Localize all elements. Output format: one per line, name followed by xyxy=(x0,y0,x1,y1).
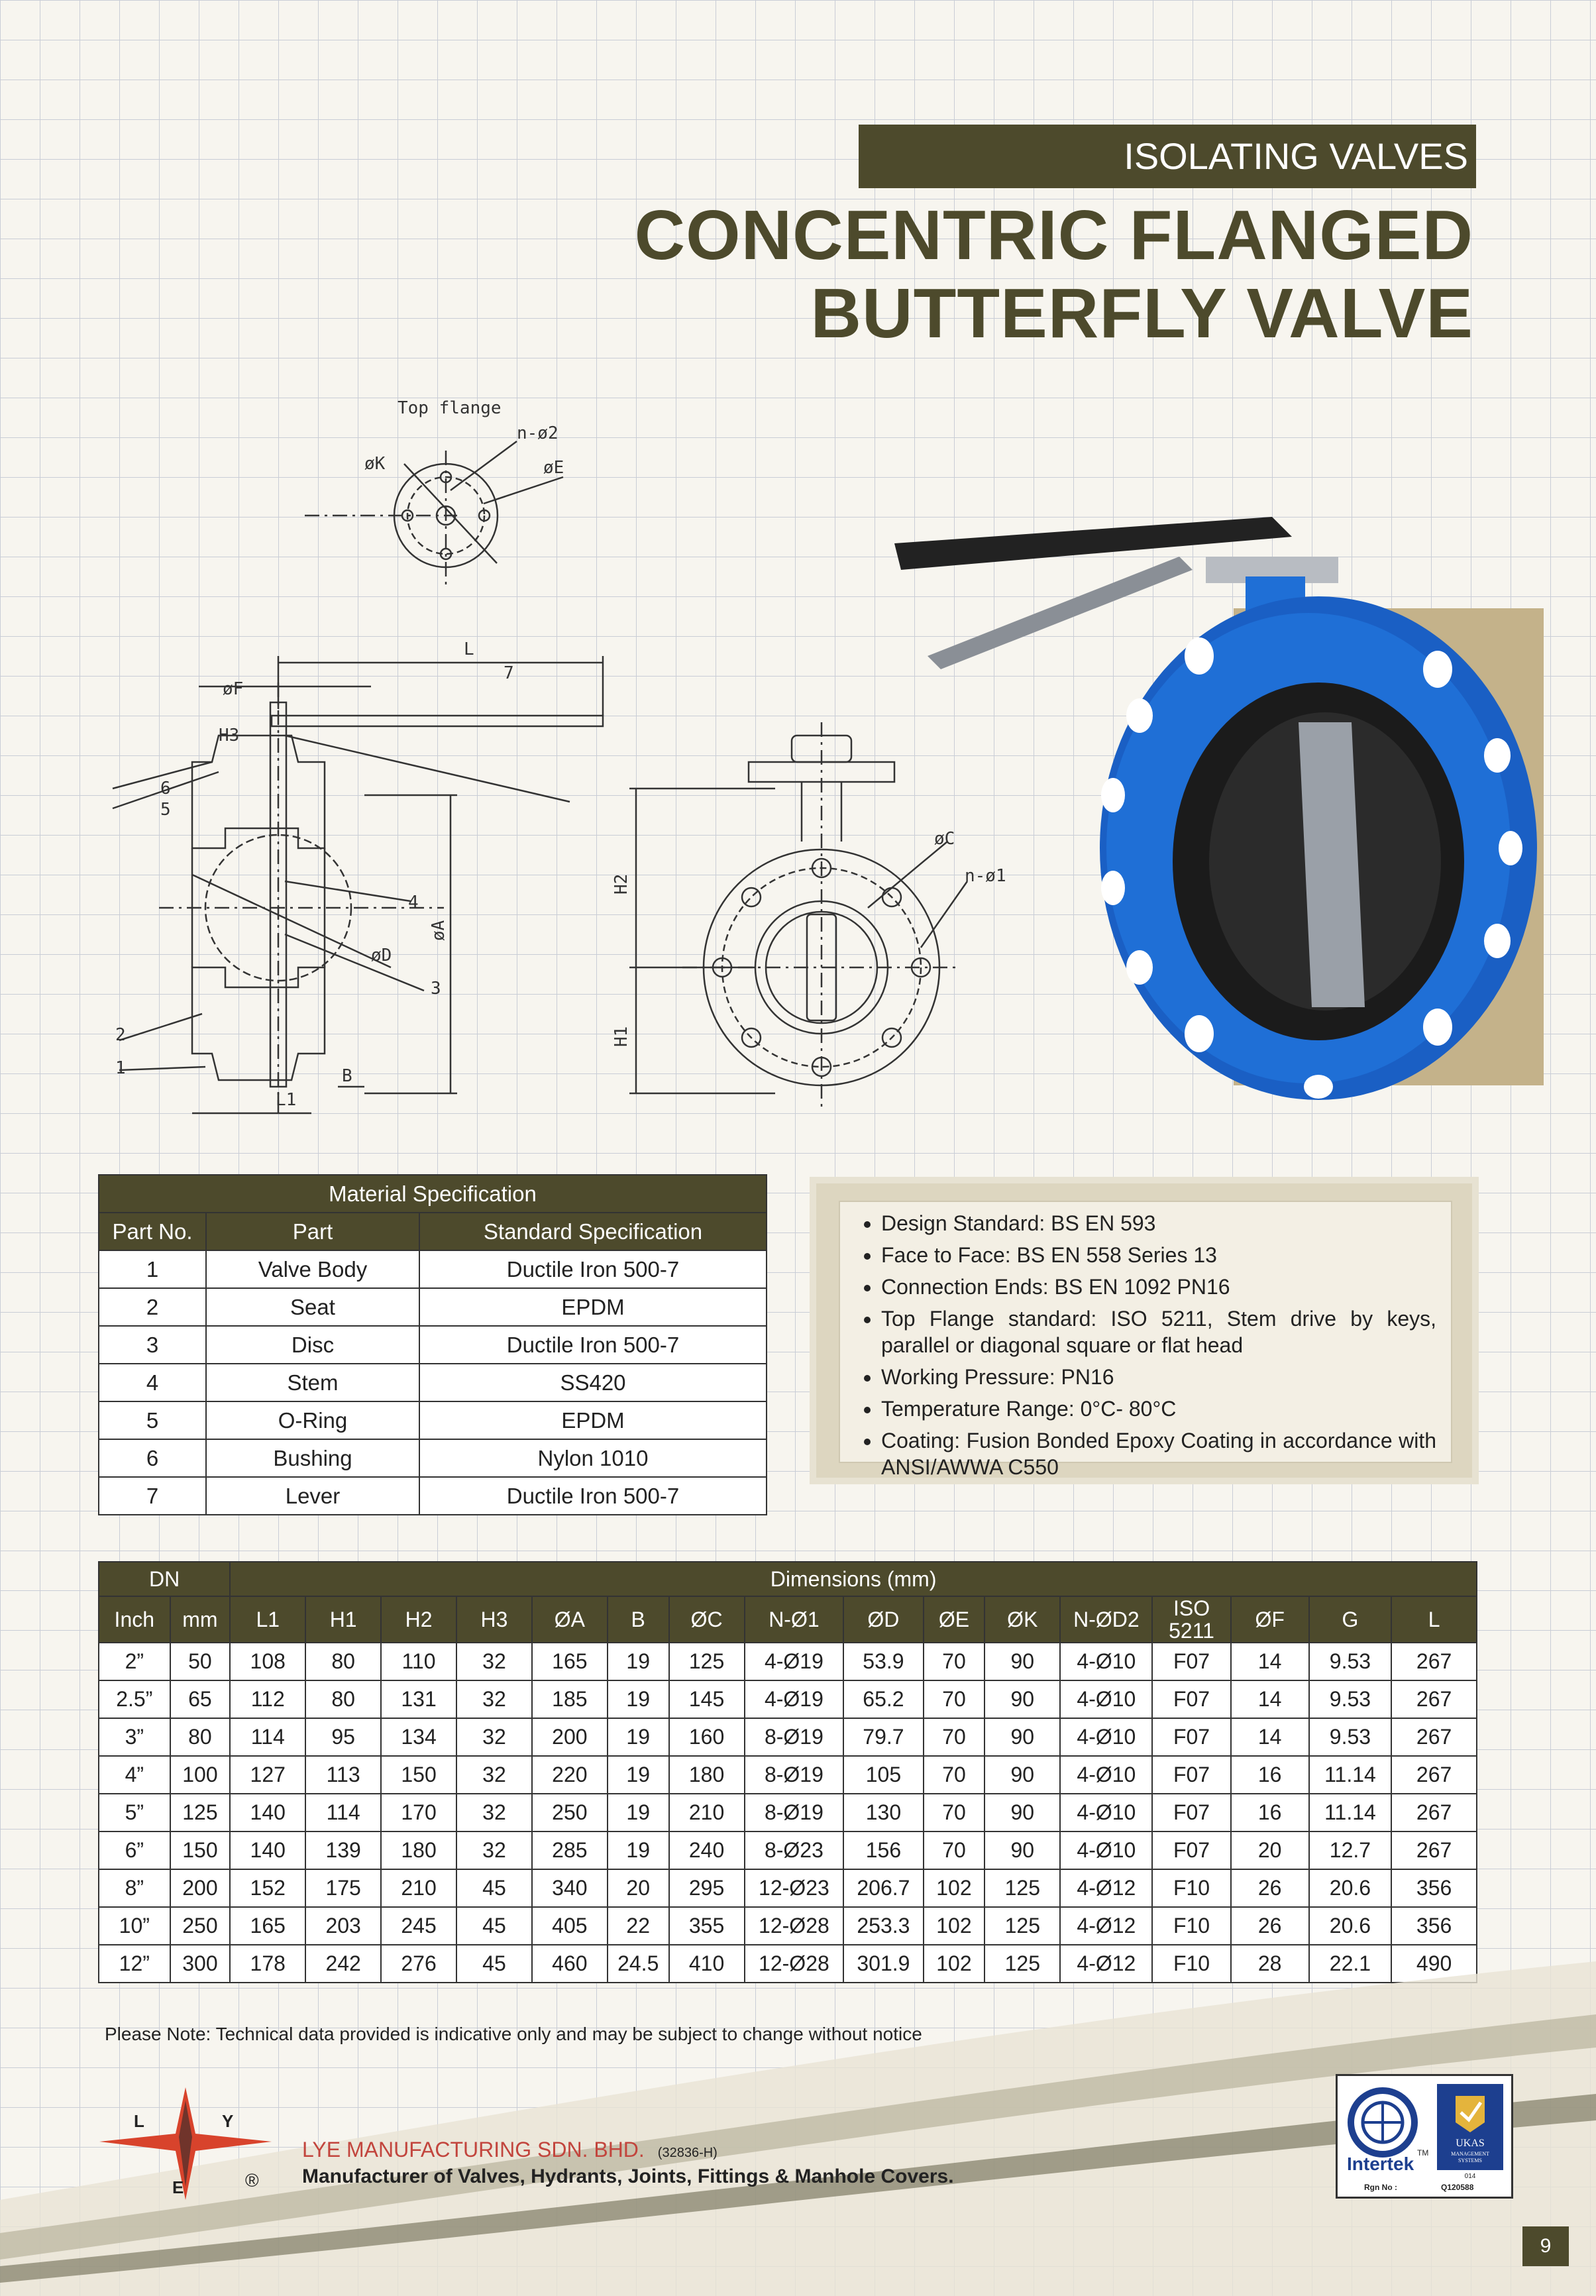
table-cell: 4-Ø12 xyxy=(1060,1869,1152,1907)
table-cell: F07 xyxy=(1152,1643,1230,1680)
certification-badge xyxy=(1336,2074,1513,2199)
dim-column-header: L xyxy=(1391,1596,1477,1643)
table-cell: 267 xyxy=(1391,1718,1477,1756)
col-standard-spec: Standard Specification xyxy=(419,1213,767,1250)
table-cell: 170 xyxy=(381,1794,456,1831)
table-cell: 20.6 xyxy=(1309,1907,1391,1945)
table-cell: 4-Ø10 xyxy=(1060,1718,1152,1756)
feature-item: • Face to Face: BS EN 558 Series 13 xyxy=(881,1242,1436,1268)
table-cell: 180 xyxy=(669,1756,745,1794)
side-section-view xyxy=(113,656,603,1113)
table-cell: SS420 xyxy=(419,1364,767,1401)
table-cell: 9.53 xyxy=(1309,1643,1391,1680)
table-cell: EPDM xyxy=(419,1288,767,1326)
table-cell: 16 xyxy=(1231,1794,1309,1831)
group-dn: DN xyxy=(99,1562,230,1596)
dim-column-header: B xyxy=(608,1596,669,1643)
table-cell: EPDM xyxy=(419,1401,767,1439)
table-cell: 300 xyxy=(170,1945,231,1983)
table-cell: 26 xyxy=(1231,1907,1309,1945)
table-cell: 45 xyxy=(456,1869,532,1907)
table-cell: 8” xyxy=(99,1869,170,1907)
label-part-2: 2 xyxy=(115,1025,126,1045)
table-cell: 210 xyxy=(669,1794,745,1831)
features-list xyxy=(840,1202,1451,1480)
table-cell: 165 xyxy=(230,1907,305,1945)
table-cell: 4-Ø10 xyxy=(1060,1794,1152,1831)
table-cell: 131 xyxy=(381,1680,456,1718)
table-cell: 65 xyxy=(170,1680,231,1718)
company-reg-no: (32836-H) xyxy=(657,2146,718,2160)
table-cell: F10 xyxy=(1152,1945,1230,1983)
table-cell: 4” xyxy=(99,1756,170,1794)
table-cell: 250 xyxy=(532,1794,608,1831)
table-cell: 3” xyxy=(99,1718,170,1756)
table-cell: 156 xyxy=(843,1831,923,1869)
table-cell: 12” xyxy=(99,1945,170,1983)
dim-column-header: ØE xyxy=(924,1596,985,1643)
label-phiK: øK xyxy=(364,454,386,474)
table-cell: 410 xyxy=(669,1945,745,1983)
table-cell: 12.7 xyxy=(1309,1831,1391,1869)
dim-column-header: H2 xyxy=(381,1596,456,1643)
table-cell: 114 xyxy=(305,1794,381,1831)
ukas-number: 014 xyxy=(1464,2173,1476,2180)
table-cell: 45 xyxy=(456,1907,532,1945)
table-cell: 114 xyxy=(230,1718,305,1756)
table-cell: 19 xyxy=(608,1756,669,1794)
feature-item: • Top Flange standard: ISO 5211, Stem drive by keys, parallel or diagonal square or flat head xyxy=(881,1305,1436,1358)
table-cell: 19 xyxy=(608,1794,669,1831)
table-cell: 80 xyxy=(170,1718,231,1756)
ukas-sub-2: SYSTEMS xyxy=(1458,2158,1483,2163)
table-cell: 267 xyxy=(1391,1794,1477,1831)
col-part: Part xyxy=(206,1213,419,1250)
table-cell: 150 xyxy=(170,1831,231,1869)
table-cell: 253.3 xyxy=(843,1907,923,1945)
table-cell: 6 xyxy=(99,1439,206,1477)
table-cell: 125 xyxy=(984,1869,1060,1907)
table-cell: 4-Ø10 xyxy=(1060,1643,1152,1680)
table-cell: 70 xyxy=(924,1718,985,1756)
dim-column-header: ISO 5211 xyxy=(1152,1596,1230,1643)
table-cell: 90 xyxy=(984,1831,1060,1869)
label-phiA: øA xyxy=(429,920,449,941)
table-cell: 356 xyxy=(1391,1869,1477,1907)
table-cell: 20 xyxy=(608,1869,669,1907)
table-cell: 356 xyxy=(1391,1907,1477,1945)
technical-drawing xyxy=(86,391,1006,1133)
table-cell: 45 xyxy=(456,1945,532,1983)
table-cell: 203 xyxy=(305,1907,381,1945)
label-H1: H1 xyxy=(612,1026,631,1047)
table-cell: Seat xyxy=(206,1288,419,1326)
table-row xyxy=(99,1794,1477,1831)
company-name-line xyxy=(302,2138,718,2162)
label-phiE: øE xyxy=(543,458,564,478)
table-cell: 4-Ø10 xyxy=(1060,1756,1152,1794)
table-cell: 301.9 xyxy=(843,1945,923,1983)
table-cell: 9.53 xyxy=(1309,1718,1391,1756)
table-row xyxy=(99,1250,767,1288)
material-spec-title: Material Specification xyxy=(99,1175,767,1213)
table-cell: 130 xyxy=(843,1794,923,1831)
table-cell: 19 xyxy=(608,1831,669,1869)
table-cell: 80 xyxy=(305,1680,381,1718)
table-cell: 285 xyxy=(532,1831,608,1869)
table-cell: 220 xyxy=(532,1756,608,1794)
table-cell: 32 xyxy=(456,1680,532,1718)
table-cell: 12-Ø23 xyxy=(745,1869,844,1907)
table-cell: 4-Ø19 xyxy=(745,1680,844,1718)
table-cell: 113 xyxy=(305,1756,381,1794)
label-part-4: 4 xyxy=(408,893,419,912)
table-cell: 70 xyxy=(924,1680,985,1718)
dim-column-header: G xyxy=(1309,1596,1391,1643)
table-cell: 19 xyxy=(608,1680,669,1718)
feature-item: • Connection Ends: BS EN 1092 PN16 xyxy=(881,1274,1436,1300)
table-cell: 1 xyxy=(99,1250,206,1288)
title-line-2: BUTTERFLY VALVE xyxy=(810,274,1473,353)
logo-letter-y: Y xyxy=(222,2111,234,2131)
table-cell: 125 xyxy=(984,1907,1060,1945)
dim-column-header: N-ØD2 xyxy=(1060,1596,1152,1643)
table-cell: F07 xyxy=(1152,1831,1230,1869)
table-cell: 4-Ø19 xyxy=(745,1643,844,1680)
table-cell: Nylon 1010 xyxy=(419,1439,767,1477)
table-cell: 90 xyxy=(984,1756,1060,1794)
table-cell: 14 xyxy=(1231,1718,1309,1756)
table-cell: 134 xyxy=(381,1718,456,1756)
table-cell: 95 xyxy=(305,1718,381,1756)
table-cell: 32 xyxy=(456,1831,532,1869)
table-cell: F07 xyxy=(1152,1794,1230,1831)
label-L1: L1 xyxy=(276,1090,297,1110)
table-cell: 2” xyxy=(99,1643,170,1680)
table-cell: 100 xyxy=(170,1756,231,1794)
feature-item: • Design Standard: BS EN 593 xyxy=(881,1210,1436,1236)
table-cell: 70 xyxy=(924,1643,985,1680)
company-name: LYE MANUFACTURING SDN. BHD. xyxy=(302,2138,645,2161)
table-cell: 125 xyxy=(669,1643,745,1680)
table-cell: 127 xyxy=(230,1756,305,1794)
group-dimensions: Dimensions (mm) xyxy=(230,1562,1477,1596)
table-cell: F07 xyxy=(1152,1718,1230,1756)
table-cell: 20.6 xyxy=(1309,1869,1391,1907)
table-cell: 112 xyxy=(230,1680,305,1718)
table-cell: 90 xyxy=(984,1643,1060,1680)
table-cell: 90 xyxy=(984,1794,1060,1831)
dim-column-header: mm xyxy=(170,1596,231,1643)
table-cell: F10 xyxy=(1152,1907,1230,1945)
table-cell: 24.5 xyxy=(608,1945,669,1983)
logo-letter-e: E xyxy=(172,2177,184,2197)
table-cell: 70 xyxy=(924,1831,985,1869)
table-cell: O-Ring xyxy=(206,1401,419,1439)
table-cell: 242 xyxy=(305,1945,381,1983)
table-cell: 490 xyxy=(1391,1945,1477,1983)
table-cell: 11.14 xyxy=(1309,1794,1391,1831)
table-cell: 105 xyxy=(843,1756,923,1794)
table-cell: 2 xyxy=(99,1288,206,1326)
table-cell: 12-Ø28 xyxy=(745,1907,844,1945)
dim-column-header: L1 xyxy=(230,1596,305,1643)
table-cell: 8-Ø19 xyxy=(745,1756,844,1794)
category-banner xyxy=(859,125,1476,188)
table-cell: 165 xyxy=(532,1643,608,1680)
table-cell: 110 xyxy=(381,1643,456,1680)
table-cell: 22 xyxy=(608,1907,669,1945)
col-part-no: Part No. xyxy=(99,1213,206,1250)
lever-rod xyxy=(928,557,1193,669)
table-cell: 108 xyxy=(230,1643,305,1680)
table-cell: Valve Body xyxy=(206,1250,419,1288)
table-cell: 200 xyxy=(532,1718,608,1756)
dim-column-header: H1 xyxy=(305,1596,381,1643)
table-cell: 140 xyxy=(230,1831,305,1869)
dim-column-header: H3 xyxy=(456,1596,532,1643)
table-cell: 276 xyxy=(381,1945,456,1983)
table-cell: 160 xyxy=(669,1718,745,1756)
table-row xyxy=(99,1288,767,1326)
table-cell: 240 xyxy=(669,1831,745,1869)
table-row xyxy=(99,1680,1477,1718)
logo-letter-l: L xyxy=(134,2111,144,2131)
cert-rgn-label: Rgn No : xyxy=(1364,2183,1397,2192)
material-spec-table xyxy=(98,1174,767,1515)
dim-column-header: ØD xyxy=(843,1596,923,1643)
table-cell: F07 xyxy=(1152,1680,1230,1718)
label-part-3: 3 xyxy=(431,979,441,999)
table-cell: Stem xyxy=(206,1364,419,1401)
label-part-6: 6 xyxy=(160,779,171,798)
ukas-sub-1: MANAGEMENT xyxy=(1451,2151,1489,2157)
table-cell: 460 xyxy=(532,1945,608,1983)
table-cell: 245 xyxy=(381,1907,456,1945)
table-cell: 9.53 xyxy=(1309,1680,1391,1718)
table-cell: F07 xyxy=(1152,1756,1230,1794)
label-H3: H3 xyxy=(219,726,240,745)
table-cell: 200 xyxy=(170,1869,231,1907)
valve-photo xyxy=(888,504,1557,1120)
table-cell: 70 xyxy=(924,1794,985,1831)
table-cell: 7 xyxy=(99,1477,206,1515)
ukas-label: UKAS xyxy=(1456,2138,1485,2149)
table-cell: 3 xyxy=(99,1326,206,1364)
table-cell: 19 xyxy=(608,1718,669,1756)
feature-item: • Temperature Range: 0°C- 80°C xyxy=(881,1395,1436,1422)
table-cell: 32 xyxy=(456,1718,532,1756)
table-row xyxy=(99,1756,1477,1794)
dim-column-header: ØC xyxy=(669,1596,745,1643)
table-cell: 355 xyxy=(669,1907,745,1945)
label-phiD: øD xyxy=(371,946,392,965)
table-row xyxy=(99,1477,767,1515)
table-cell: 65.2 xyxy=(843,1680,923,1718)
table-cell: 8-Ø19 xyxy=(745,1718,844,1756)
table-cell: 90 xyxy=(984,1718,1060,1756)
label-L: L xyxy=(464,639,474,659)
table-cell: 405 xyxy=(532,1907,608,1945)
table-cell: Bushing xyxy=(206,1439,419,1477)
table-cell: 340 xyxy=(532,1869,608,1907)
table-cell: Lever xyxy=(206,1477,419,1515)
table-cell: 125 xyxy=(170,1794,231,1831)
table-cell: 145 xyxy=(669,1680,745,1718)
table-row xyxy=(99,1364,767,1401)
label-part-5: 5 xyxy=(160,800,171,820)
table-cell: 32 xyxy=(456,1643,532,1680)
table-cell: 210 xyxy=(381,1869,456,1907)
label-part-1: 1 xyxy=(115,1058,126,1078)
table-cell: 32 xyxy=(456,1794,532,1831)
table-cell: Disc xyxy=(206,1326,419,1364)
registered-mark: ® xyxy=(245,2170,259,2191)
table-cell: 4-Ø12 xyxy=(1060,1907,1152,1945)
table-cell: F10 xyxy=(1152,1869,1230,1907)
table-cell: 206.7 xyxy=(843,1869,923,1907)
table-cell: 79.7 xyxy=(843,1718,923,1756)
label-H2: H2 xyxy=(612,873,631,895)
table-cell: 175 xyxy=(305,1869,381,1907)
table-row xyxy=(99,1643,1477,1680)
feature-item: • Coating: Fusion Bonded Epoxy Coating in accordance with ANSI/AWWA C550 xyxy=(881,1427,1436,1480)
table-cell: 5 xyxy=(99,1401,206,1439)
table-row xyxy=(99,1326,767,1364)
table-cell: 185 xyxy=(532,1680,608,1718)
label-n-phi2: n-ø2 xyxy=(517,423,559,443)
table-cell: 70 xyxy=(924,1756,985,1794)
table-cell: 140 xyxy=(230,1794,305,1831)
table-cell: 267 xyxy=(1391,1643,1477,1680)
table-cell: 267 xyxy=(1391,1831,1477,1869)
table-cell: 8-Ø19 xyxy=(745,1794,844,1831)
features-box xyxy=(810,1177,1479,1484)
dim-column-header: N-Ø1 xyxy=(745,1596,844,1643)
table-cell: 16 xyxy=(1231,1756,1309,1794)
label-phiF: øF xyxy=(223,679,244,699)
table-cell: 4 xyxy=(99,1364,206,1401)
table-cell: 20 xyxy=(1231,1831,1309,1869)
table-cell: Ductile Iron 500-7 xyxy=(419,1250,767,1288)
page-number: 9 xyxy=(1522,2226,1569,2266)
table-cell: 102 xyxy=(924,1945,985,1983)
table-cell: 32 xyxy=(456,1756,532,1794)
table-cell: 14 xyxy=(1231,1643,1309,1680)
dim-column-header: ØF xyxy=(1231,1596,1309,1643)
table-row xyxy=(99,1869,1477,1907)
table-cell: 4-Ø10 xyxy=(1060,1831,1152,1869)
cert-brand: Intertek xyxy=(1347,2154,1414,2174)
dim-column-header: ØA xyxy=(532,1596,608,1643)
table-cell: 4-Ø12 xyxy=(1060,1945,1152,1983)
table-row xyxy=(99,1401,767,1439)
category-label: ISOLATING VALVES xyxy=(1124,135,1468,177)
table-row xyxy=(99,1718,1477,1756)
table-cell: 152 xyxy=(230,1869,305,1907)
company-tagline: Manufacturer of Valves, Hydrants, Joints, Fittings & Manhole Covers. xyxy=(302,2165,954,2187)
table-cell: 22.1 xyxy=(1309,1945,1391,1983)
dimensions-table xyxy=(98,1561,1477,1983)
table-row xyxy=(99,1439,767,1477)
table-cell: 26 xyxy=(1231,1869,1309,1907)
feature-item: • Working Pressure: PN16 xyxy=(881,1364,1436,1390)
table-cell: 102 xyxy=(924,1907,985,1945)
label-phiC: øC xyxy=(934,829,955,849)
table-cell: 28 xyxy=(1231,1945,1309,1983)
top-flange-label: Top flange xyxy=(398,398,502,418)
table-cell: 53.9 xyxy=(843,1643,923,1680)
label-part-7: 7 xyxy=(504,663,514,683)
label-n-phi1: n-ø1 xyxy=(965,866,1006,886)
dim-column-header: ØK xyxy=(984,1596,1060,1643)
disclaimer-note: Please Note: Technical data provided is indicative only and may be subject to change without notice xyxy=(105,2024,922,2044)
table-cell: 80 xyxy=(305,1643,381,1680)
cert-tm: TM xyxy=(1417,2148,1429,2158)
table-cell: 125 xyxy=(984,1945,1060,1983)
table-cell: 2.5” xyxy=(99,1680,170,1718)
table-cell: 250 xyxy=(170,1907,231,1945)
top-flange-view xyxy=(305,441,563,590)
table-cell: 50 xyxy=(170,1643,231,1680)
title-line-1: CONCENTRIC FLANGED xyxy=(634,196,1473,274)
table-cell: Ductile Iron 500-7 xyxy=(419,1326,767,1364)
company-logo xyxy=(99,2087,278,2200)
table-cell: 267 xyxy=(1391,1680,1477,1718)
table-cell: 150 xyxy=(381,1756,456,1794)
table-cell: 295 xyxy=(669,1869,745,1907)
table-cell: Ductile Iron 500-7 xyxy=(419,1477,767,1515)
table-cell: 5” xyxy=(99,1794,170,1831)
dim-column-header: Inch xyxy=(99,1596,170,1643)
table-cell: 90 xyxy=(984,1680,1060,1718)
table-cell: 102 xyxy=(924,1869,985,1907)
table-cell: 19 xyxy=(608,1643,669,1680)
cert-rgn-value: Q120588 xyxy=(1441,2183,1474,2192)
table-cell: 6” xyxy=(99,1831,170,1869)
table-cell: 139 xyxy=(305,1831,381,1869)
table-cell: 180 xyxy=(381,1831,456,1869)
label-B: B xyxy=(342,1066,352,1086)
table-cell: 14 xyxy=(1231,1680,1309,1718)
table-cell: 4-Ø10 xyxy=(1060,1680,1152,1718)
page-title xyxy=(635,196,1473,353)
table-cell: 178 xyxy=(230,1945,305,1983)
table-cell: 11.14 xyxy=(1309,1756,1391,1794)
table-cell: 10” xyxy=(99,1907,170,1945)
table-row xyxy=(99,1831,1477,1869)
table-cell: 12-Ø28 xyxy=(745,1945,844,1983)
table-cell: 8-Ø23 xyxy=(745,1831,844,1869)
table-cell: 267 xyxy=(1391,1756,1477,1794)
